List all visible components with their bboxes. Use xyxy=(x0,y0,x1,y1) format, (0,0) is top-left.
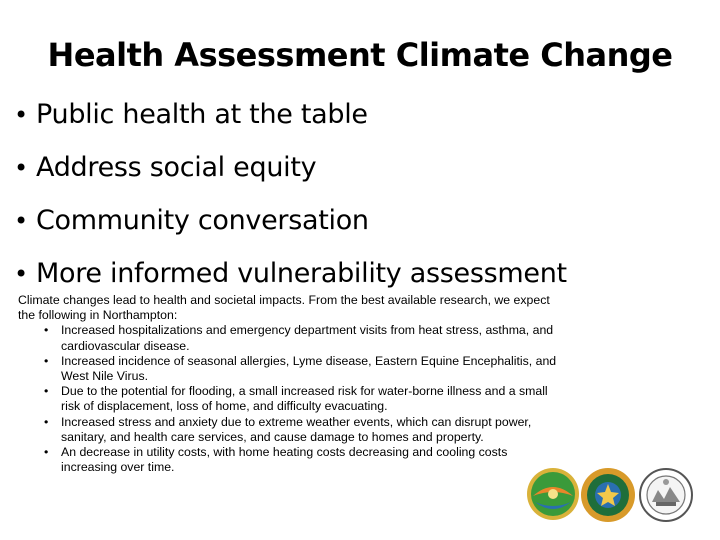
excerpt-item-text: Increased hospitalizations and emergency department visits from heat stress, asthma, and cardiovascular disease. xyxy=(61,323,554,353)
city-seal-icon xyxy=(638,466,694,524)
bullet-text: More informed vulnerability assessment xyxy=(36,258,567,289)
bullet-dot: • xyxy=(44,384,49,399)
bullet-dot: • xyxy=(44,353,49,368)
excerpt-item-text: Increased stress and anxiety due to extreme weather events, which can disrupt power, sanitary, and health care services, and cause damage to homes and property. xyxy=(61,414,532,444)
excerpt-list xyxy=(18,323,566,475)
bullet-item xyxy=(14,141,567,194)
slide-title: Health Assessment Climate Change xyxy=(47,36,673,74)
excerpt-panel xyxy=(18,293,566,475)
bullet-item xyxy=(14,88,567,141)
excerpt-intro: Climate changes lead to health and societal impacts. From the best available research, we expect the following in Northampton: xyxy=(18,293,550,323)
bullet-dot: • xyxy=(14,101,28,129)
excerpt-item xyxy=(18,354,566,384)
bullet-dot: • xyxy=(14,207,28,235)
bullet-list xyxy=(14,88,567,300)
excerpt-item-text: Increased incidence of seasonal allergies, Lyme disease, Eastern Equine Encephalitis, and West Nile Virus. xyxy=(61,353,557,384)
bullet-text: Community conversation xyxy=(36,205,369,236)
bullet-dot: • xyxy=(14,154,28,182)
bullet-dot: • xyxy=(44,323,49,338)
excerpt-item xyxy=(18,445,566,475)
bullet-dot: • xyxy=(44,445,49,460)
bullet-text: Address social equity xyxy=(36,152,317,183)
excerpt-item xyxy=(18,323,566,353)
bullet-item xyxy=(14,194,567,247)
bullet-dot: • xyxy=(14,260,28,288)
excerpt-item-text: An decrease in utility costs, with home heating costs decreasing and cooling costs increasing over time. xyxy=(61,445,508,475)
bullet-dot: • xyxy=(44,414,49,429)
bullet-text: Public health at the table xyxy=(36,99,368,130)
excerpt-item xyxy=(18,415,566,445)
community-health-seal-icon xyxy=(580,466,636,524)
logo-strip xyxy=(526,466,694,526)
excerpt-item-text: Due to the potential for flooding, a small increased risk for water-borne illness and a small risk of displacement, loss of home, and difficulty evacuating. xyxy=(61,384,548,414)
green-circle-logo-icon xyxy=(526,466,580,522)
excerpt-item xyxy=(18,384,566,414)
